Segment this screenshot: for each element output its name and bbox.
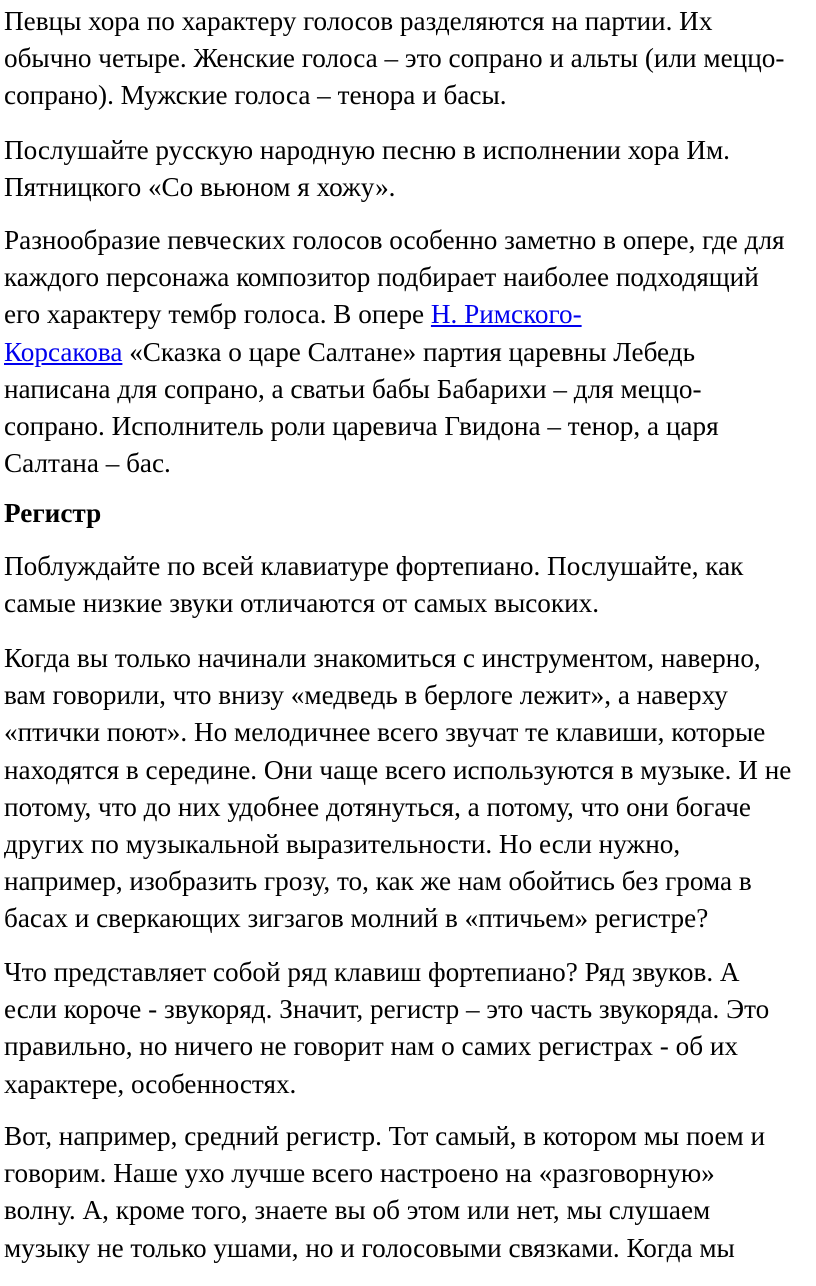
text-line: сопрано). Мужские голоса – тенора и басы. [4, 80, 507, 111]
text-line: Поблуждайте по всей клавиатуре фортепиано. Послушайте, как [4, 551, 744, 581]
text-line: каждого персонажа композитор подбирает наиболее подходящий [4, 262, 759, 293]
text-line: Что представляет собой ряд клавиш фортепиано? Ряд звуков. А [4, 957, 740, 987]
text-line: Салтана – бас. [4, 448, 171, 479]
paragraph-opera-voices [4, 222, 812, 482]
text-line: говорим. Наше ухо лучше всего настроено на «разговорную» [4, 1158, 715, 1189]
text-line: «Сказка о царе Салтане» партия царевны Лебедь [122, 336, 696, 367]
text-line: Певцы хора по характеру голосов разделяются на партии. Их [4, 6, 713, 36]
text-line: самые низкие звуки отличаются от самых высоких. [4, 588, 600, 619]
text-line: потому, что до них удобнее дотянуться, а потому, что они богаче [4, 791, 751, 822]
text-line: волну. А, кроме того, знаете вы об этом или нет, мы слушаем [4, 1195, 711, 1226]
text-line: правильно, но ничего не говорит нам о самих регистрах - об их [4, 1031, 739, 1062]
text-line: обычно четыре. Женские голоса – это сопрано и альты (или меццо- [4, 43, 785, 74]
text-line: басах и сверкающих зигзагов молний в «птичьем» регистре? [4, 903, 709, 934]
paragraph-sound-row [4, 954, 812, 1103]
text-line: находятся в середине. Они чаще всего используются в музыке. И не [4, 754, 792, 785]
paragraph-choir-parts [4, 3, 812, 115]
paragraph-middle-keys [4, 640, 812, 938]
text-line: его характеру тембр голоса. В опере [4, 299, 431, 330]
link-text-part-2[interactable]: Корсакова [4, 336, 123, 367]
text-line: вам говорили, что внизу «медведь в берлоге лежит», а наверху [4, 680, 728, 711]
text-line: Когда вы только начинали знакомиться с инструментом, наверно, [4, 643, 761, 673]
text-line: музыку не только ушами, но и голосовыми связками. Когда мы [4, 1232, 735, 1263]
text-line: сопрано. Исполнитель роли царевича Гвидона – тенор, а царя [4, 411, 719, 442]
text-line: если короче - звукоряд. Значит, регистр – это часть звукоряда. Это [4, 994, 770, 1025]
text-line: Вот, например, средний регистр. Тот самый, в котором мы поем и [4, 1121, 766, 1151]
paragraph-middle-register [4, 1118, 812, 1267]
paragraph-listen-song [4, 132, 812, 206]
paragraph-keyboard [4, 548, 812, 622]
text-line: написана для сопрано, а сватьи бабы Бабарихи – для меццо- [4, 373, 702, 404]
text-line: других по музыкальной выразительности. Но если нужно, [4, 829, 681, 860]
link-text-part-1[interactable]: Н. Римского- [430, 299, 582, 330]
text-line: например, изобразить грозу, то, как же нам обойтись без грома в [4, 866, 752, 897]
text-line: Пятницкого «Со вьюном я хожу». [4, 172, 396, 203]
text-line: Разнообразие певческих голосов особенно заметно в опере, где для [4, 225, 785, 255]
text-line: характере, особенностях. [4, 1068, 297, 1099]
text-line: Послушайте русскую народную песню в исполнении хора Им. [4, 135, 730, 165]
section-heading-register: Регистр [4, 498, 102, 528]
text-line: «птички поют». Но мелодичнее всего звучат те клавиши, которые [4, 717, 766, 748]
